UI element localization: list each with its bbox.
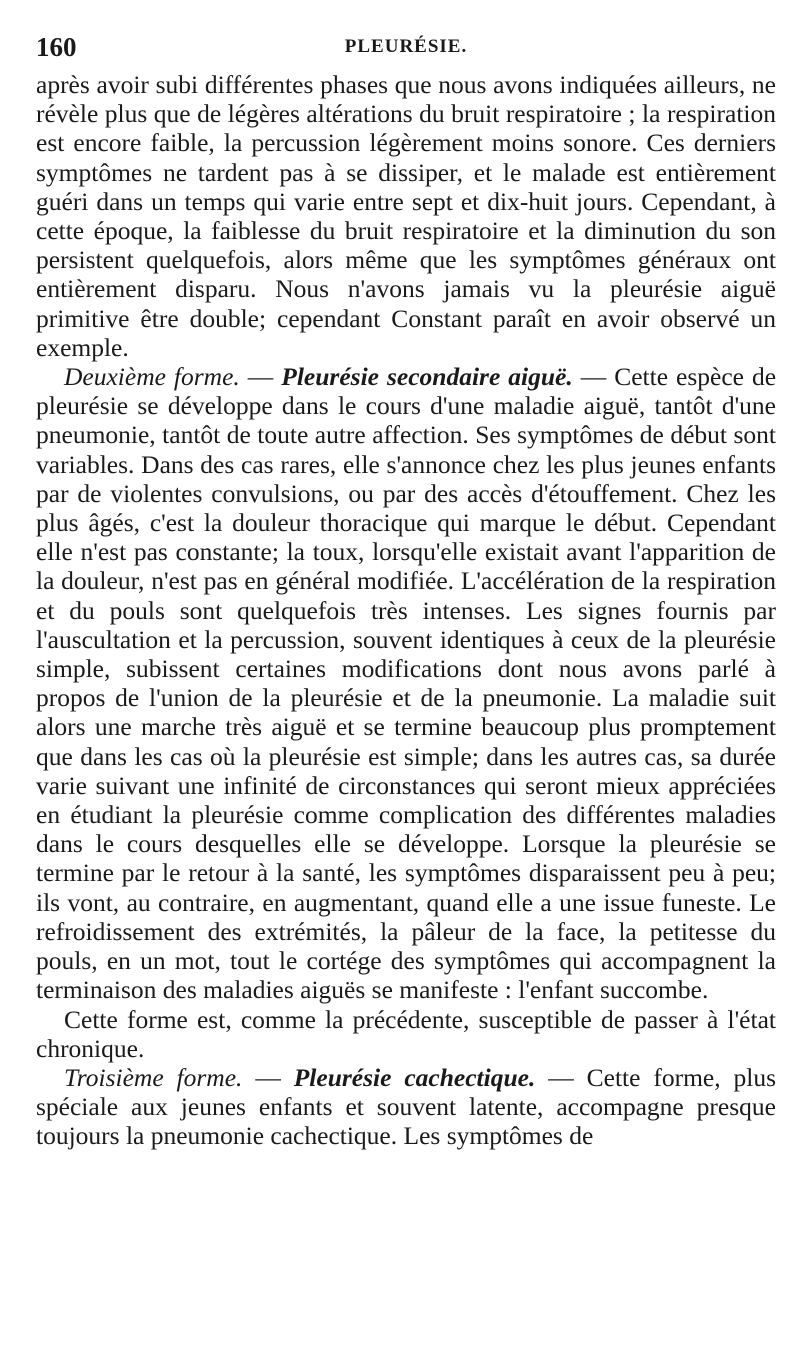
page-header	[36, 30, 776, 70]
paragraph-text: — Cette forme, plus spéciale aux jeunes enfants et souvent latente, accompagne presque toujours la pneumonie cachectique. Les symptômes de	[36, 1062, 777, 1151]
section-dash: —	[242, 1062, 294, 1092]
paragraph-troisieme-forme	[36, 1063, 776, 1151]
running-head: PLEURÉSIE.	[344, 36, 468, 57]
paragraph-continuation	[36, 70, 776, 362]
body-text	[36, 70, 776, 1151]
section-title: Pleurésie secondaire aiguë.	[281, 362, 573, 392]
paragraph-text: après avoir subi différentes phases que nous avons indiquées ailleurs, ne révèle plus que de légères altérations du bruit respiratoire ; la respiration est encore faible, la percussion légèrement moins sonore. Ces derniers symptômes ne tardent pas à se dissiper, et le malade est entièrement guéri dans un temps qui varie entre sept et dix-huit jours. Cependant, à cette époque, la faiblesse du bruit respiratoire et la diminution du son persistent quelquefois, alors même que les symptômes généraux ont entièrement disparu. Nous n'avons jamais vu la pleurésie aiguë primitive être double; cependant Constant paraît en avoir observé un exemple.	[36, 70, 776, 362]
paragraph-text: — Cette espèce de pleurésie se développe dans le cours d'une maladie aiguë, tantôt d'une pneumonie, tantôt de toute autre affection. Ses symptômes de début sont variables. Dans des cas rares, elle s'annonce chez les plus jeunes enfants par de violentes convulsions, ou par des accès d'étouffement. Chez les plus âgés, c'est la douleur thoracique qui marque le début. Cependant elle n'est pas constante; la toux, lorsqu'elle existait avant l'apparition de la douleur, n'est pas en général modifiée. L'accélération de la respiration et du pouls sont quelquefois très intenses. Les signes fournis par l'auscultation et la percussion, souvent identiques à ceux de la pleurésie simple, subissent certaines modifications dont nous avons parlé à propos de l'union de la pleurésie et de la pneumonie. La maladie suit alors une marche très aiguë et se termine beaucoup plus promptement que dans les cas où la pleurésie est simple; dans les autres cas, sa durée varie suivant une infinité de circonstances qui seront mieux appréciées en étudiant la pleurésie comme complication des différentes maladies dans le cours desquelles elle se développe. Lorsque la pleurésie se termine par le retour à la santé, les symptômes disparaissent peu à peu; ils vont, au contraire, en augmentant, quand elle a une issue funeste. Le refroidissement des extrémités, la pâleur de la face, la petitesse du pouls, en un mot, tout le cortége des symptômes qui accompagnent la terminaison des maladies aiguës se manifeste : l'enfant succombe.	[36, 362, 777, 1005]
section-dash: —	[239, 362, 282, 392]
page-number: 160	[36, 32, 77, 62]
paragraph-text: Cette forme est, comme la précédente, susceptible de passer à l'état chronique.	[36, 1004, 776, 1063]
section-title: Pleurésie cachectique.	[293, 1062, 536, 1092]
section-label: Deuxième forme.	[64, 362, 240, 392]
section-label: Troisième forme.	[64, 1062, 243, 1092]
paragraph-cette-forme	[36, 1005, 776, 1063]
paragraph-deuxieme-forme	[36, 362, 776, 1004]
